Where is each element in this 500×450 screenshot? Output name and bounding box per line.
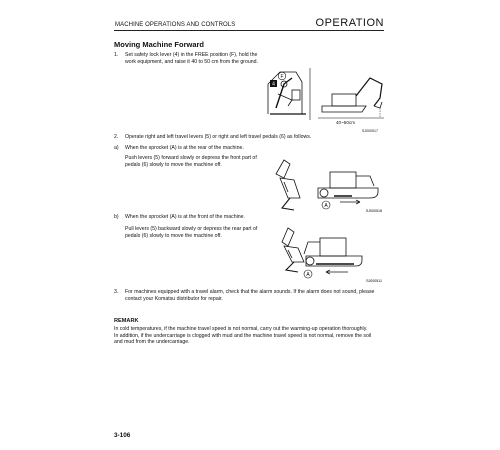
fig3-sprocket xyxy=(306,257,314,265)
figure-sprocket-front-backward xyxy=(276,222,386,286)
running-header-chapter: OPERATION xyxy=(315,17,384,29)
fig2-cab xyxy=(330,172,356,188)
sub-b-line-1: Pull levers (5) backward slowly or depress the rear part of xyxy=(125,226,258,232)
fig1-callout-f: F xyxy=(280,74,284,80)
fig2-pedal xyxy=(280,178,300,198)
fig2-callout-a: A xyxy=(324,203,328,209)
sub-a-body xyxy=(125,155,275,168)
sub-b-body xyxy=(125,226,275,239)
step-1-line-1: Set safety lock lever (4) in the FREE position (F), hold the xyxy=(125,52,258,58)
step-2-text: Operate right and left travel levers (5) or right and left travel pedals (6) as follows. xyxy=(125,134,312,140)
sub-a-line-2: pedals (6) slowly to move the machine off. xyxy=(125,161,222,168)
figure-lock-lever-and-raised-boom xyxy=(262,64,387,133)
step-1-number: 1. xyxy=(114,52,119,58)
fig1-figure-code: SJ000517 xyxy=(361,129,378,133)
running-header-section: MACHINE OPERATIONS AND CONTROLS xyxy=(115,22,236,28)
step-1-line-2: work equipment, and raise it 40 to 50 cm from the ground. xyxy=(125,58,258,65)
fig1-boom-arm xyxy=(356,78,382,106)
step-3-line-1: For machines equipped with a travel alarm, check that the alarm sounds. If the alarm does not sound, please xyxy=(125,289,375,295)
fig3-lever-hand xyxy=(282,228,294,246)
sub-b-line-2: pedals (6) slowly to move the machine off. xyxy=(125,232,222,239)
sub-a-label: a) xyxy=(114,145,119,151)
fig3-pedal xyxy=(284,246,304,262)
step-3-line-2: contact your Komatsu distributor for repair. xyxy=(125,295,223,302)
step-3-text xyxy=(125,289,400,302)
fig3-cab xyxy=(320,238,346,256)
step-3-number: 3. xyxy=(114,289,119,295)
step-2-number: 2. xyxy=(114,134,119,140)
remark-line-1: In cold temperatures, if the machine travel speed is not normal, carry out the warming-up operation thoroughly. xyxy=(114,326,368,332)
section-title: Moving Machine Forward xyxy=(114,40,205,49)
remark-body xyxy=(114,326,404,346)
fig1-dimension-label: 40~50cm xyxy=(336,120,356,125)
remark-line-3: and mud from the undercarriage. xyxy=(114,339,190,346)
fig2-sprocket xyxy=(320,189,328,197)
fig1-cab xyxy=(332,94,356,106)
sub-b-label: b) xyxy=(114,214,119,220)
remark-heading: REMARK xyxy=(114,318,139,324)
remark-line-2: In addition, if the undercarriage is clogged with mud and the machine travel speed is not normal, remove the soil xyxy=(114,332,372,339)
fig3-callout-a: A xyxy=(306,272,310,278)
fig2-figure-code: SJ000518 xyxy=(365,209,382,213)
header-rule xyxy=(114,30,384,31)
fig1-track xyxy=(322,106,366,112)
fig1-callout-4: 4 xyxy=(272,81,275,88)
page-number: 3-106 xyxy=(114,432,131,439)
sub-b-heading: When the sprocket (A) is at the front of the machine. xyxy=(125,214,245,220)
sub-a-line-1: Push levers (5) forward slowly or depress the front part of xyxy=(125,155,257,161)
fig3-figure-code: SJ000511 xyxy=(366,279,382,283)
figure-sprocket-rear-forward xyxy=(270,152,386,216)
sub-a-heading: When the sprocket (A) is at the rear of the machine. xyxy=(125,145,244,151)
fig2-lever-hand xyxy=(276,160,290,178)
